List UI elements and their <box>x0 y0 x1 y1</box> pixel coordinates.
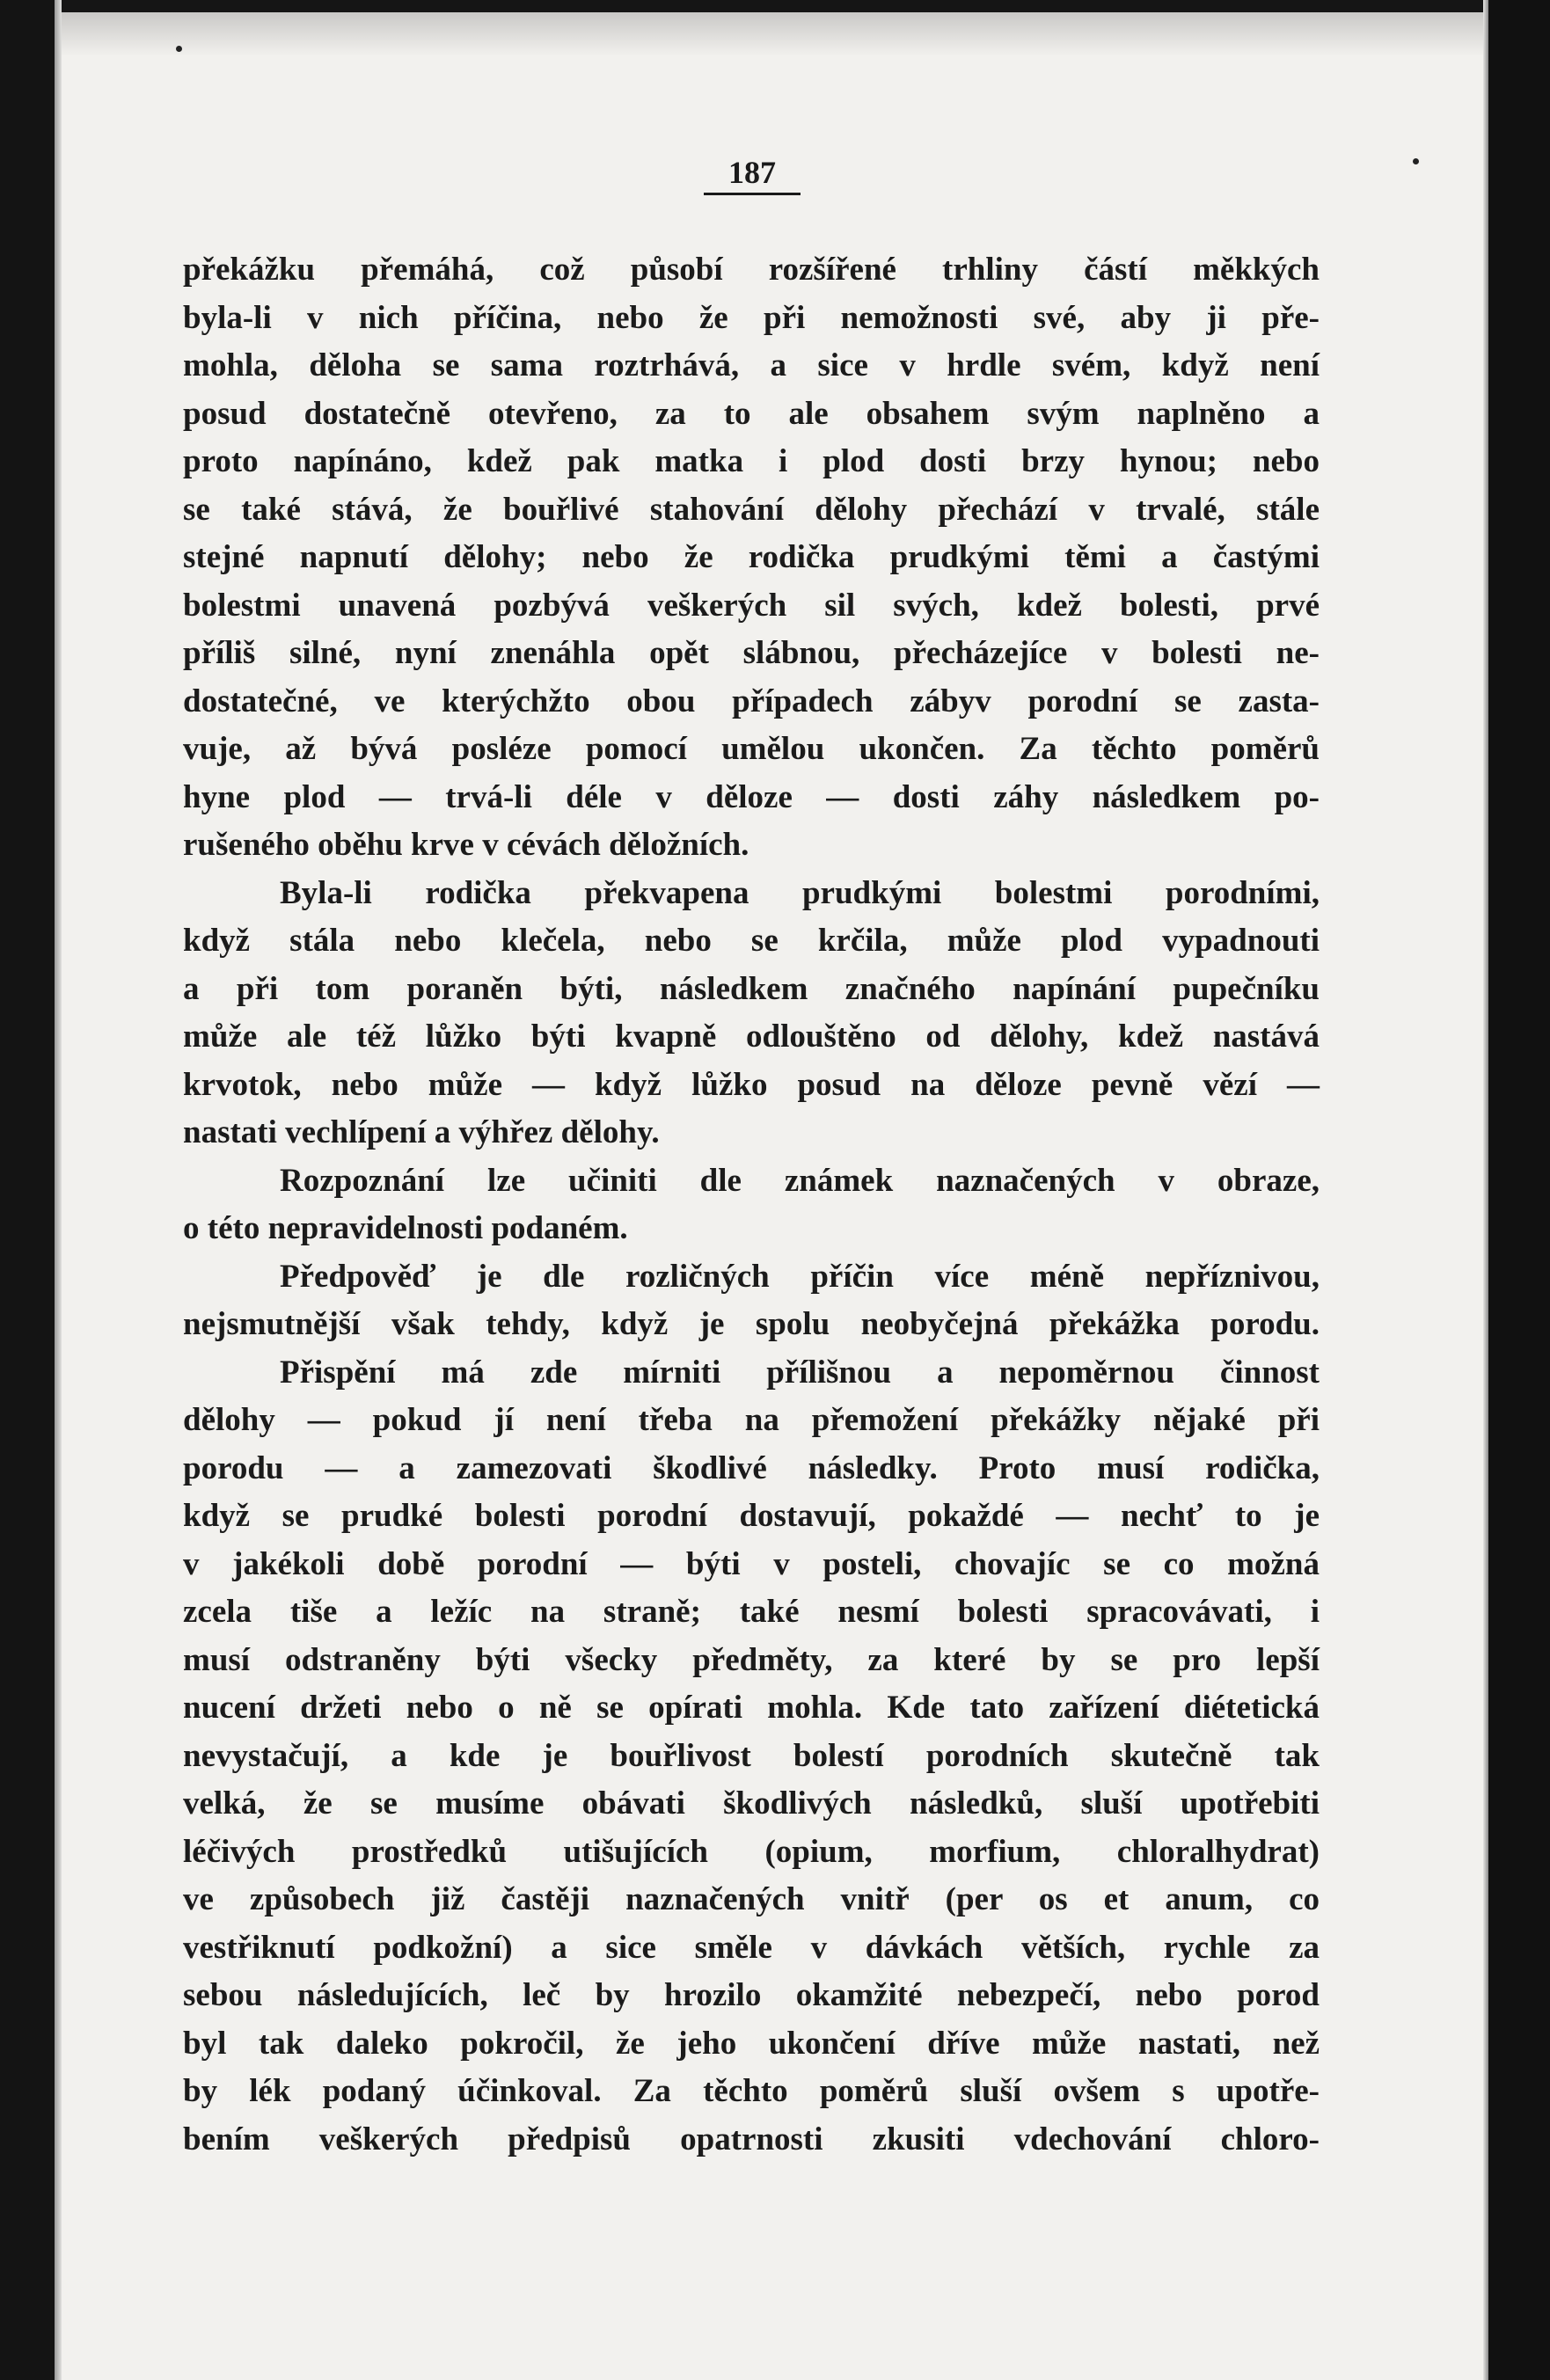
text-line: a při tom poraněn býti, následkem značného napínání pupečníku <box>183 970 1320 1007</box>
text-line: velká, že se musíme obávati škodlivých následků, sluší upotřebiti <box>183 1785 1320 1822</box>
text-line: posud dostatečně otevřeno, za to ale obsahem svým naplněno a <box>183 395 1320 432</box>
text-line: Přispění má zde mírniti přílišnou a nepoměrnou činnost <box>280 1354 1320 1391</box>
text-line: vestřiknutí podkožní) a sice směle v dávkách větších, rychle za <box>183 1929 1320 1966</box>
text-line: mohla, děloha se sama roztrhává, a sice v hrdle svém, když není <box>183 347 1320 383</box>
text-line: hyne plod — trvá-li déle v děloze — dosti záhy následkem po- <box>183 778 1320 815</box>
text-line: musí odstraněny býti všecky předměty, za které by se pro lepší <box>183 1641 1320 1678</box>
text-line: nastati vechlípení a výhřez dělohy. <box>183 1114 660 1150</box>
text-line: byla-li v nich příčina, nebo že při nemožnosti své, aby ji pře- <box>183 299 1320 336</box>
body-text <box>183 246 1320 2164</box>
text-line: byl tak daleko pokročil, že jeho ukončení dříve může nastati, než <box>183 2025 1320 2062</box>
text-line: dostatečné, ve kterýchžto obou případech zábyv porodní se zasta- <box>183 683 1320 719</box>
text-line: sebou následujících, leč by hrozilo okamžité nebezpečí, nebo porod <box>183 1977 1320 2013</box>
scan-left-border <box>0 0 55 2380</box>
scan-left-page-edge <box>55 0 62 2380</box>
text-line: může ale též lůžko býti kvapně odlouštěno od dělohy, kdež nastává <box>183 1018 1320 1055</box>
scan-speck <box>176 46 182 52</box>
text-line: Rozpoznání lze učiniti dle známek naznačených v obraze, <box>280 1162 1320 1199</box>
text-line: porodu — a zamezovati škodlivé následky. Proto musí rodička, <box>183 1449 1320 1486</box>
text-line: když se prudké bolesti porodní dostavují, pokaždé — nechť to je <box>183 1498 1320 1534</box>
text-line: by lék podaný účinkoval. Za těchto poměrů sluší ovšem s upotře- <box>183 2073 1320 2109</box>
text-line: stejné napnutí dělohy; nebo že rodička prudkými těmi a častými <box>183 539 1320 575</box>
scan-top-border <box>0 0 1550 12</box>
text-line: Předpověď je dle rozličných příčin více méně nepříznivou, <box>280 1258 1320 1295</box>
text-line: o této nepravidelnosti podaném. <box>183 1210 628 1246</box>
scan-speck <box>1413 158 1419 164</box>
text-line: nucení držeti nebo o ně se opírati mohla. Kde tato zařízení diétetická <box>183 1690 1320 1726</box>
text-line: příliš silné, nyní znenáhla opět slábnou, přecházejíce v bolesti ne- <box>183 635 1320 671</box>
scan-right-page-edge <box>1483 0 1488 2380</box>
scan-right-border <box>1488 0 1550 2380</box>
text-line: ve způsobech již častěji naznačených vnitř (per os et anum, co <box>183 1881 1320 1917</box>
text-line: nevystačují, a kde je bouřlivost bolestí porodních skutečně tak <box>183 1737 1320 1774</box>
text-line: zcela tiše a ležíc na straně; také nesmí bolesti spracovávati, i <box>183 1594 1320 1630</box>
text-line: v jakékoli době porodní — býti v posteli, chovajíc se co možná <box>183 1545 1320 1582</box>
text-line: krvotok, nebo může — když lůžko posud na děloze pevně vězí — <box>183 1066 1320 1103</box>
text-line: vuje, až bývá posléze pomocí umělou ukončen. Za těchto poměrů <box>183 731 1320 767</box>
text-line: se také stává, že bouřlivé stahování dělohy přechází v trvalé, stále <box>183 491 1320 528</box>
text-line: když stála nebo klečela, nebo se krčila, může plod vypadnouti <box>183 923 1320 959</box>
text-line: překážku přemáhá, což působí rozšířené trhliny částí měkkých <box>183 252 1320 288</box>
scan-top-shadow <box>62 12 1488 56</box>
text-line: proto napínáno, kdež pak matka i plod dosti brzy hynou; nebo <box>183 443 1320 479</box>
text-line: bením veškerých předpisů opatrnosti zkusiti vdechování chloro- <box>183 2121 1320 2157</box>
text-line: rušeného oběhu krve v cévách děložních. <box>183 827 749 863</box>
text-line: nejsmutnější však tehdy, když je spolu neobyčejná překážka porodu. <box>183 1306 1320 1342</box>
text-line: Byla-li rodička překvapena prudkými bolestmi porodními, <box>280 874 1320 911</box>
page-number: 187 <box>704 154 801 195</box>
text-line: dělohy — pokud jí není třeba na přemožení překážky nějaké při <box>183 1402 1320 1438</box>
text-line: bolestmi unavená pozbývá veškerých sil svých, kdež bolesti, prvé <box>183 587 1320 624</box>
text-line: léčivých prostředků utišujících (opium, morfium, chloralhydrat) <box>183 1833 1320 1870</box>
